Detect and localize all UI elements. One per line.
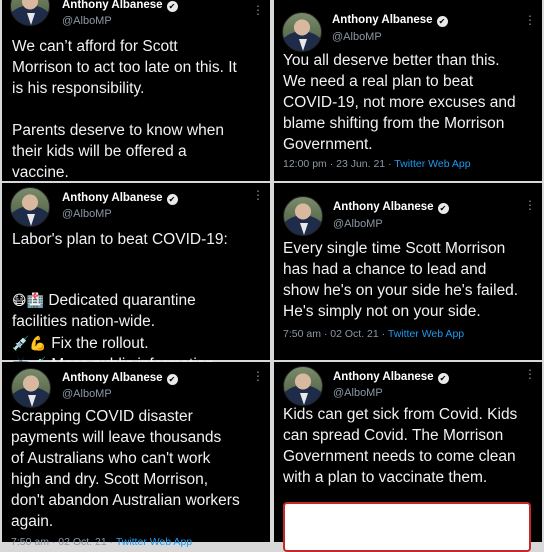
avatar[interactable] — [282, 12, 322, 52]
author-handle[interactable]: @AlboMP — [62, 388, 112, 400]
avatar[interactable] — [283, 196, 323, 236]
author-name-text: Anthony Albanese — [333, 371, 434, 383]
plan-item-text: Fix the rollout. — [51, 335, 149, 352]
author-name-text: Anthony Albanese — [62, 192, 163, 204]
tweet-text: We can’t afford for Scott Morrison to act too late on this. It is his responsibility. Parents deserve to know when their kids will be offered a vaccine. — [12, 38, 237, 181]
syringe-muscle-icon: 💉💪 — [12, 335, 47, 351]
tweet-timestamp[interactable]: 7:50 am · 02 Oct. 21 · — [283, 328, 388, 340]
tweet-meta — [283, 158, 471, 170]
tweet-timestamp[interactable]: 12:00 pm · 23 Jun. 21 · — [283, 158, 395, 170]
more-options-icon[interactable]: ⋮ — [252, 188, 264, 202]
verified-icon: ✔ — [438, 373, 449, 384]
avatar[interactable] — [10, 0, 50, 26]
avatar[interactable] — [283, 366, 323, 406]
tweet-tile-6[interactable] — [274, 362, 542, 542]
tweet-text: Scrapping COVID disaster payments will leave thousands of Australians who can't work high and dry. Scott Morrison, don't abandon Australian workers again. — [11, 408, 240, 530]
avatar[interactable] — [10, 187, 50, 227]
author-name[interactable] — [62, 0, 178, 12]
tweet-tile-2[interactable] — [274, 0, 542, 181]
verified-icon: ✔ — [167, 374, 178, 385]
author-name-text: Anthony Albanese — [62, 0, 163, 11]
author-handle[interactable]: @AlboMP — [62, 208, 112, 220]
verified-icon: ✔ — [438, 203, 449, 214]
author-handle[interactable]: @AlboMP — [332, 31, 382, 43]
author-name[interactable] — [333, 371, 449, 384]
verified-icon: ✔ — [167, 194, 178, 205]
author-name-text: Anthony Albanese — [333, 201, 434, 213]
more-options-icon[interactable]: ⋮ — [524, 367, 536, 381]
plan-item-text: Dedicated quarantine facilities nation-wide. — [12, 292, 196, 330]
avatar[interactable] — [11, 368, 51, 408]
author-name[interactable] — [332, 14, 448, 27]
tweet-text: Kids can get sick from Covid. Kids can spread Covid. The Morrison Government needs to come clean with a plan to vaccinate them. — [283, 406, 518, 486]
author-handle[interactable]: @AlboMP — [62, 15, 112, 27]
verified-icon: ✔ — [437, 16, 448, 27]
tweet-text: Every single time Scott Morrison has had a chance to lead and show he's on your side he's failed. He's simply not on your side. — [283, 240, 519, 320]
tweet-text: You all deserve better than this. We need a real plan to beat COVID-19, not more excuses and blame shifting from the Morrison Government. — [283, 52, 516, 153]
more-options-icon[interactable]: ⋮ — [524, 13, 536, 27]
author-name-text: Anthony Albanese — [62, 372, 163, 384]
more-options-icon[interactable]: ⋮ — [252, 3, 264, 17]
mask-hospital-icon: 😷🏥 — [12, 292, 45, 308]
tweet-source-link[interactable]: Twitter Web App — [387, 328, 465, 340]
more-options-icon[interactable]: ⋮ — [524, 198, 536, 212]
tweet-intro-text: Labor's plan to beat COVID-19: — [12, 231, 228, 248]
author-name[interactable] — [62, 192, 178, 205]
tweet-tile-3[interactable] — [2, 183, 270, 360]
tweet-tile-1[interactable] — [2, 0, 270, 181]
tweet-tile-4[interactable] — [274, 183, 542, 360]
tweet-source-link[interactable]: Twitter Web App — [394, 158, 471, 170]
author-name[interactable] — [333, 201, 449, 214]
author-handle[interactable]: @AlboMP — [333, 218, 383, 230]
tweet-meta — [11, 536, 192, 548]
tweet-tile-5[interactable] — [2, 362, 270, 548]
author-name-text: Anthony Albanese — [332, 14, 433, 26]
author-handle[interactable]: @AlboMP — [333, 387, 383, 399]
attached-media-card[interactable] — [283, 502, 531, 552]
more-options-icon[interactable]: ⋮ — [252, 369, 264, 383]
verified-icon: ✔ — [167, 1, 178, 12]
author-name[interactable] — [62, 372, 178, 385]
tweet-meta — [283, 328, 464, 340]
tweet-source-link[interactable]: Twitter Web App — [115, 536, 193, 548]
tweet-timestamp[interactable]: 7:50 am · 02 Oct. 21 · — [11, 536, 116, 548]
